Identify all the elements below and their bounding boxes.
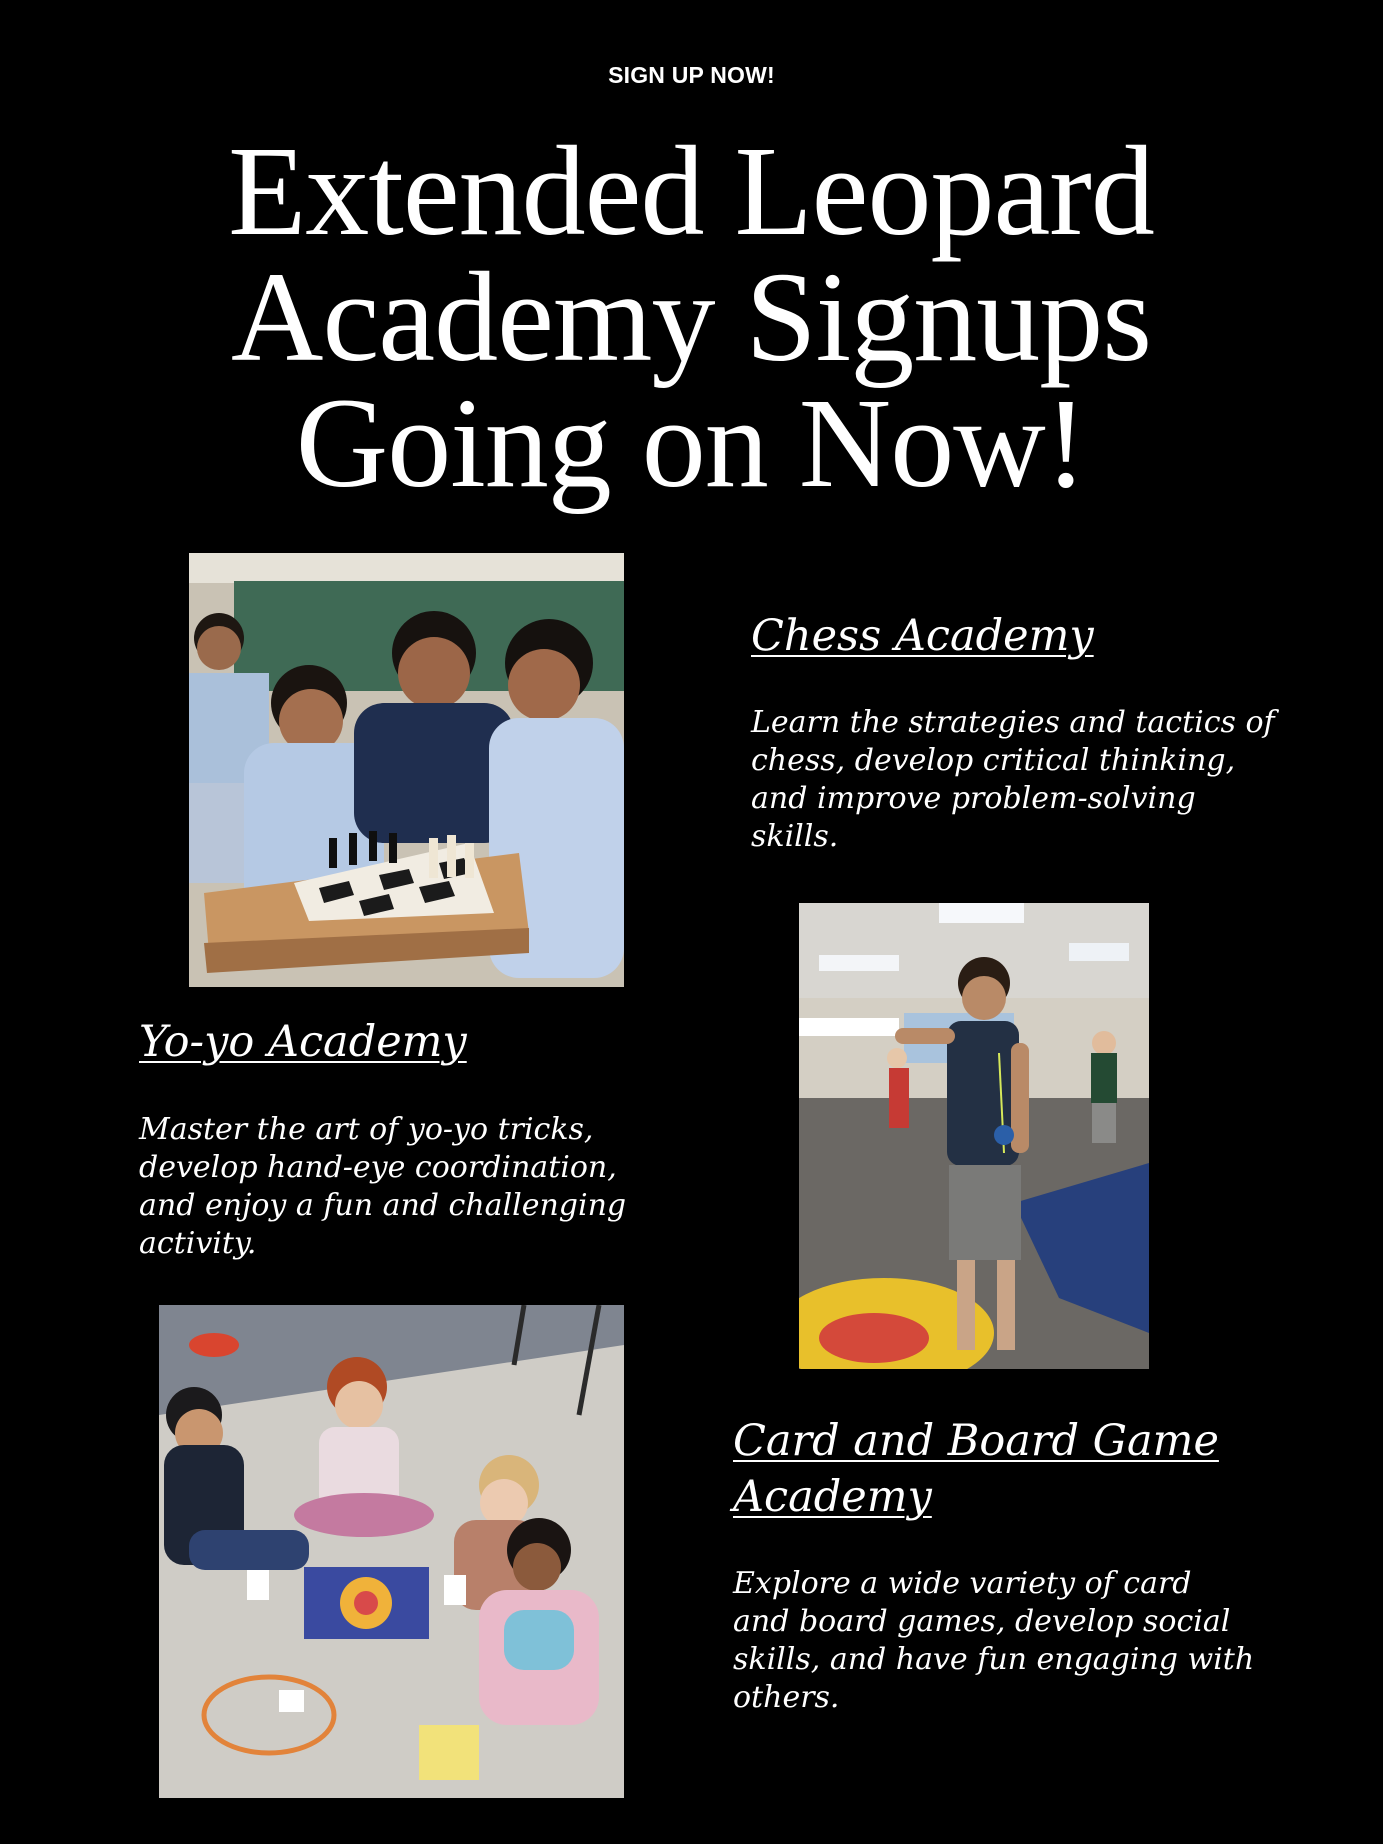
- yoyo-academy-title: Yo-yo Academy: [139, 1017, 467, 1067]
- description-line: chess, develop critical thinking,: [751, 743, 1236, 778]
- headline-line: Academy Signups: [231, 246, 1151, 388]
- chess-academy-description: [751, 704, 1275, 856]
- description-line: Learn the strategies and tactics of: [751, 705, 1275, 740]
- description-line: and improve problem-solving: [751, 781, 1196, 816]
- sign-up-eyebrow: SIGN UP NOW!: [608, 62, 775, 88]
- headline-line: Extended Leopard: [228, 120, 1154, 262]
- description-line: Explore a wide variety of card: [733, 1566, 1192, 1601]
- card-board-game-academy-title: [733, 1413, 1219, 1525]
- yoyo-academy-description: [139, 1111, 626, 1263]
- card-board-game-academy-description: [733, 1565, 1254, 1717]
- title-line: Card and Board Game: [733, 1416, 1219, 1466]
- description-line: Master the art of yo-yo tricks,: [139, 1112, 594, 1147]
- description-line: others.: [733, 1680, 840, 1715]
- description-line: activity.: [139, 1226, 257, 1261]
- yoyo-academy-photo: [799, 903, 1149, 1369]
- headline-line: Going on Now!: [295, 372, 1087, 514]
- description-line: skills, and have fun engaging with: [733, 1642, 1255, 1677]
- chess-academy-title: Chess Academy: [751, 611, 1094, 661]
- description-line: and enjoy a fun and challenging: [139, 1188, 627, 1223]
- page-headline: [91, 120, 1291, 514]
- description-line: skills.: [751, 819, 839, 854]
- description-line: and board games, develop social: [733, 1604, 1231, 1639]
- board-game-academy-photo: [159, 1305, 624, 1798]
- description-line: develop hand-eye coordination,: [139, 1150, 617, 1185]
- title-line: Academy: [733, 1472, 932, 1522]
- chess-academy-photo: [189, 553, 624, 987]
